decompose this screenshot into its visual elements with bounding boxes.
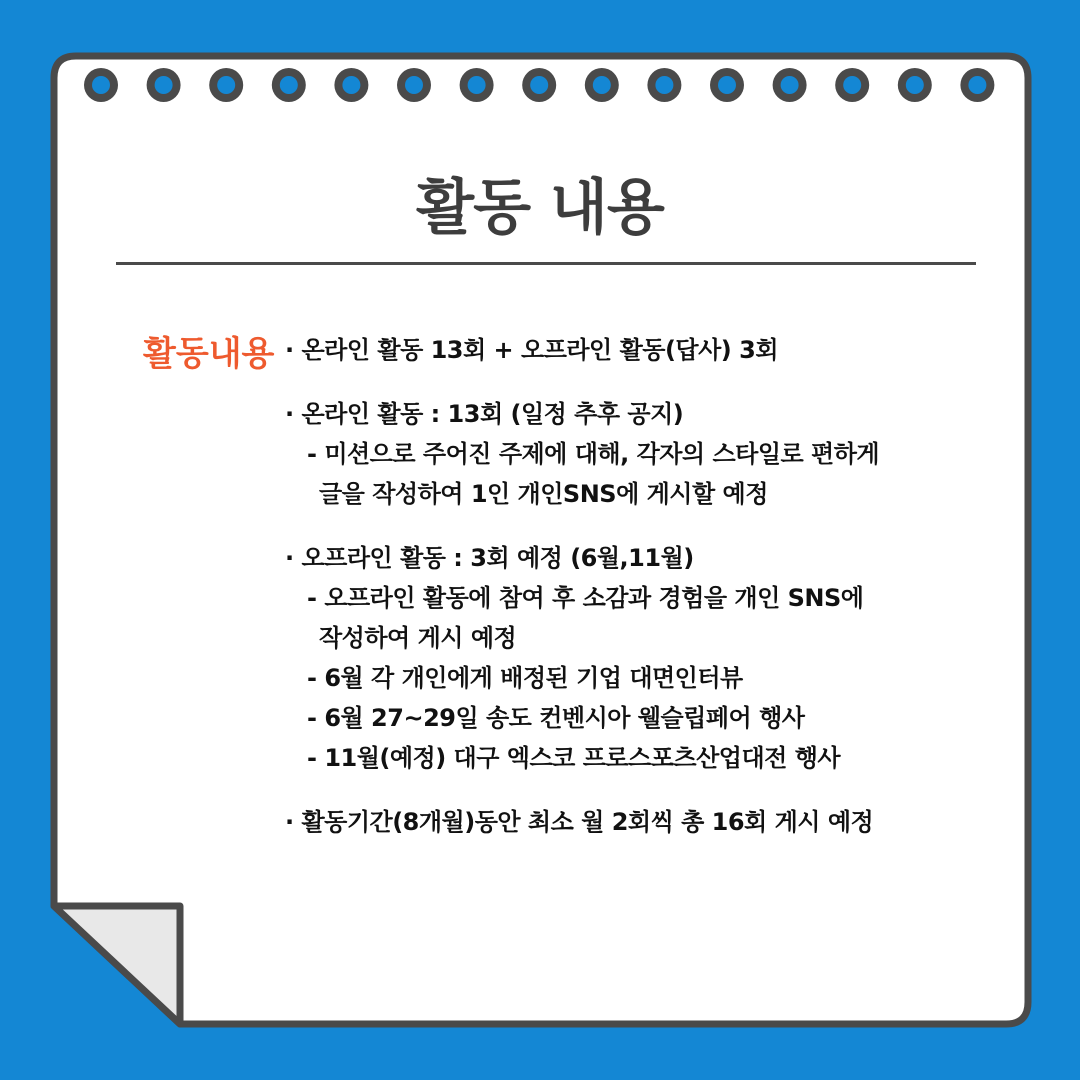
binder-rings	[84, 68, 994, 102]
online-detail-line-cont: 글을 작성하여 1인 개인SNS에 게시할 예정	[319, 480, 768, 508]
summary-line: · 온라인 활동 13회 + 오프라인 활동(답사) 3회	[285, 336, 779, 364]
binder-hole	[342, 76, 360, 94]
binder-hole	[468, 76, 486, 94]
binder-hole	[280, 76, 298, 94]
activity-period-line: · 활동기간(8개월)동안 최소 월 2회씩 총 16회 게시 예정	[285, 808, 874, 836]
online-detail-line: - 미션으로 주어진 주제에 대해, 각자의 스타일로 편하게	[307, 440, 880, 468]
binder-hole	[843, 76, 861, 94]
binder-hole	[718, 76, 736, 94]
page-curl	[54, 906, 180, 1024]
offline-detail-interview: - 6월 각 개인에게 배정된 기업 대면인터뷰	[307, 664, 743, 692]
activity-content	[285, 330, 1045, 842]
binder-hole	[155, 76, 173, 94]
binder-hole	[92, 76, 110, 94]
offline-detail-line-cont: 작성하여 게시 예정	[319, 624, 517, 652]
section-label: 활동내용	[143, 334, 275, 374]
online-activity-heading: · 온라인 활동 : 13회 (일정 추후 공지)	[285, 400, 684, 428]
binder-hole	[217, 76, 235, 94]
offline-detail-exco: - 11월(예정) 대구 엑스코 프로스포츠산업대전 행사	[307, 744, 841, 772]
page-title: 활동 내용	[416, 173, 664, 243]
binder-hole	[906, 76, 924, 94]
offline-detail-sleepfair: - 6월 27~29일 송도 컨벤시아 웰슬립페어 행사	[307, 704, 805, 732]
binder-hole	[530, 76, 548, 94]
binder-hole	[655, 76, 673, 94]
title-divider	[116, 262, 976, 265]
binder-hole	[405, 76, 423, 94]
binder-hole	[593, 76, 611, 94]
binder-hole	[968, 76, 986, 94]
binder-hole	[781, 76, 799, 94]
offline-activity-heading: · 오프라인 활동 : 3회 예정 (6월,11월)	[285, 544, 694, 572]
offline-detail-line: - 오프라인 활동에 참여 후 소감과 경험을 개인 SNS에	[307, 584, 864, 612]
